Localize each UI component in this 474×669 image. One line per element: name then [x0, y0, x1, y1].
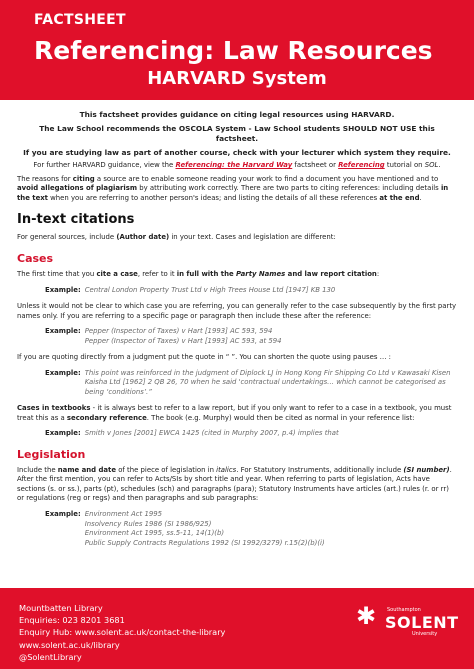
cases-paragraph-4: Cases in textbooks - it is always best to refer to a law report, but if you only want to refer to a case in a textbook, you must treat this as a secondary reference. The book (e.g. Murphy) would then be cited as normal in your reference list:: [17, 404, 452, 422]
legislation-paragraph: Include the name and date of the piece of legislation in italics. For Statutory Instruments, additionally include (SI number). After the first mention, you can refer to Acts/SIs by short title and year. When referring to parts of legislation, Acts have sections (s. or ss.), parts (pt), schedules (sch) and paragraphs (para); Statutory Instruments have articles (art.) rules (r. or rr) or regulations (reg or regs) and then paragraphs and sub paragraphs:: [17, 465, 452, 503]
reasons-paragraph: The reasons for citing a source are to enable someone reading your work to find a document you have mentioned and to avoid allegations of plagiarism by attributing work correctly. There are two parts to citing references: including details in the text when you are referring to another person's ideas; and listing the details of all these references at the end.: [17, 174, 449, 202]
legislation-heading: Legislation: [17, 447, 86, 461]
case-example-4: [45, 429, 457, 439]
factsheet-label: FACTSHEET: [34, 12, 126, 28]
star-icon: ✱: [356, 602, 377, 630]
example-label: Example:: [45, 285, 81, 294]
enquiries-phone: Enquiries: 023 8201 3681: [19, 615, 125, 626]
university-logo: ✱ Southampton SOLENT University: [356, 602, 459, 637]
intro-line-4: For further HARVARD guidance, view the Referencing: the Harvard Way factsheet or Referencing tutorial on SOL.: [33, 161, 441, 170]
case-example-1: [45, 286, 457, 296]
example-text: Pepper (Inspector of Taxes) v Hart [1993] AC 593, 594 Pepper (Inspector of Taxes) v Hart [1993] AC 593, at 594: [84, 327, 282, 345]
referencing-tutorial-link[interactable]: Referencing: [338, 161, 385, 170]
page-title: Referencing: Law Resources: [34, 36, 433, 65]
example-label: Example:: [45, 368, 81, 377]
system-subtitle: HARVARD System: [147, 68, 327, 89]
harvard-way-link[interactable]: Referencing: the Harvard Way: [175, 161, 293, 170]
main-content: [17, 110, 457, 555]
cases-paragraph-3: If you are quoting directly from a judgment put the quote in “ ”. You can shorten the quote using pauses … :: [17, 353, 392, 362]
intext-heading: In-text citations: [17, 212, 135, 228]
example-text: Environment Act 1995 Insolvency Rules 1986 (SI 1986/925) Environment Act 1995, ss.5-11, 14(1)(b) Public Supply Contracts Regulations 1992 (SI 1992/3279) r.15(2)(b)(i): [84, 510, 325, 547]
header-banner: [0, 0, 474, 100]
intro-line-1: This factsheet provides guidance on citing legal resources using HARVARD.: [79, 110, 395, 119]
cases-paragraph-1: The first time that you cite a case, refer to it in full with the Party Names and law report citation:: [17, 270, 380, 279]
footer-banner: [0, 588, 474, 669]
library-name: Mountbatten Library: [19, 603, 103, 613]
intro-block: [17, 110, 457, 171]
intext-paragraph: For general sources, include (Author date) in your text. Cases and legislation are different:: [17, 233, 336, 242]
example-text: This point was reinforced in the judgment of Diplock LJ in Hong Kong Fir Shipping Co Ltd v Kawasaki Kisen Kaisha Ltd [1962] 2 QB 26, 70 when he said 'contractual undertakings… which cannot be categorised as being ‘conditions’.”: [84, 368, 451, 396]
contact-info: [19, 602, 225, 663]
library-website-link[interactable]: www.solent.ac.uk/library: [19, 639, 120, 650]
example-label: Example:: [45, 429, 81, 438]
example-text: Smith v Jones [2001] EWCA 1425 (cited in Murphy 2007, p.4) implies that: [84, 429, 339, 438]
twitter-handle[interactable]: @SolentLibrary: [19, 651, 82, 662]
cases-heading: Cases: [17, 251, 54, 265]
intro-line-2: The Law School recommends the OSCOLA System - Law School students SHOULD NOT USE this factsheet.: [39, 123, 435, 143]
intro-line-3: If you are studying law as part of another course, check with your lecturer which system they require.: [23, 147, 451, 157]
legislation-example: [45, 510, 457, 548]
example-text: Central London Property Trust Ltd v High Trees House Ltd [1947] KB 130: [84, 285, 336, 294]
case-example-3: [45, 369, 457, 398]
example-label: Example:: [45, 327, 81, 336]
example-label: Example:: [45, 510, 81, 518]
case-example-2: [45, 327, 457, 346]
enquiry-hub-link[interactable]: Enquiry Hub: www.solent.ac.uk/contact-the-library: [19, 627, 226, 638]
cases-paragraph-2: Unless it would not be clear to which case you are referring, you can generally refer to the case subsequently by the first party names only. If you are referring to a specific page or paragraph then include these after the reference:: [17, 302, 457, 320]
